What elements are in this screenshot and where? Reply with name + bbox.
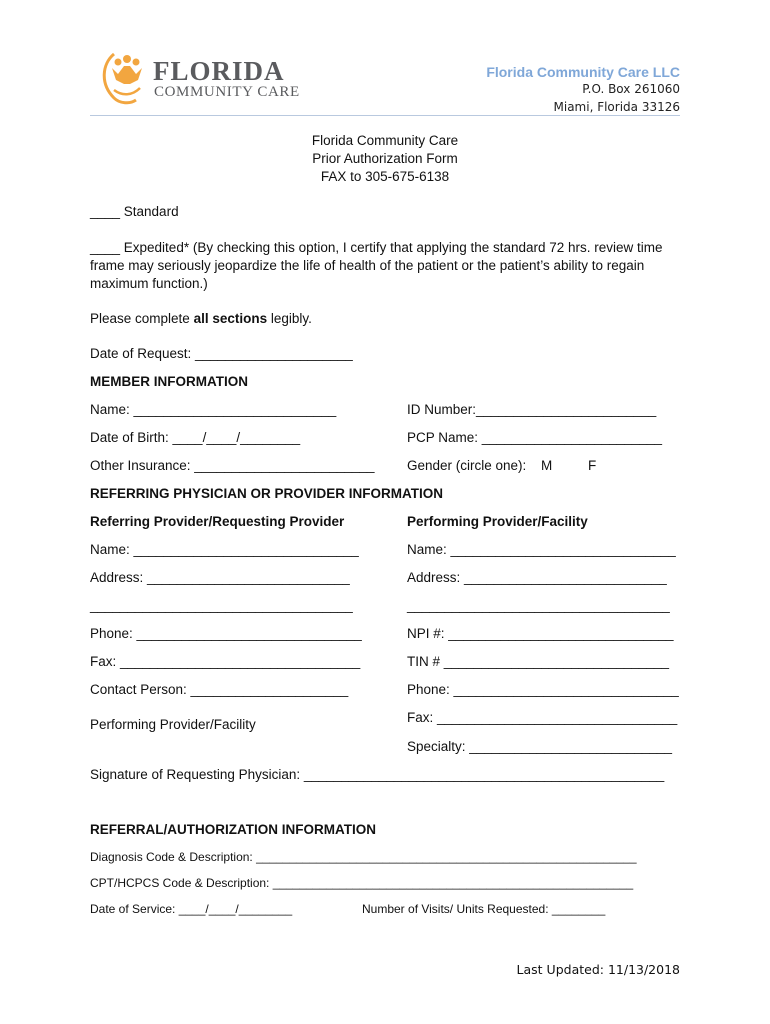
gender-male-option[interactable]: M — [541, 458, 553, 473]
address-line-1: P.O. Box 261060 — [582, 82, 680, 96]
logo-sub-text: COMMUNITY CARE — [154, 84, 300, 100]
performing-address-line-2[interactable]: ___________________________________ — [407, 598, 670, 613]
logo-main-text: FLORIDA — [153, 56, 285, 86]
date-of-service-field[interactable]: Date of Service: ____/____/________ — [90, 902, 293, 916]
referring-address-field[interactable]: Address: ___________________________ — [90, 570, 350, 585]
performing-phone-field[interactable]: Phone: ______________________________ — [407, 682, 679, 697]
cpt-field[interactable]: CPT/HCPCS Code & Description: ______________________________________________________ — [90, 876, 634, 890]
performing-provider-label: Performing Provider/Facility — [90, 717, 256, 732]
other-insurance-field[interactable]: Other Insurance: ________________________ — [90, 458, 375, 473]
organization-name: Florida Community Care LLC — [486, 64, 680, 80]
performing-name-field[interactable]: Name: ______________________________ — [407, 542, 676, 557]
header-divider — [90, 115, 680, 116]
member-info-heading: MEMBER INFORMATION — [90, 374, 248, 389]
standard-option[interactable]: ____ Standard — [90, 204, 179, 219]
contact-person-field[interactable]: Contact Person: _____________________ — [90, 682, 349, 697]
performing-fax-field[interactable]: Fax: ________________________________ — [407, 710, 678, 725]
member-name-field[interactable]: Name: ___________________________ — [90, 402, 337, 417]
expedited-option[interactable]: ____ Expedited* (By checking this option, I certify that applying the standard 72 hrs. review time frame may seriously jeopardize the life of health of the patient or the patient’s ability to regain maximum function.) — [90, 240, 663, 291]
instructions-prefix: Please complete — [90, 311, 194, 326]
npi-field[interactable]: NPI #: ______________________________ — [407, 626, 674, 641]
instructions-suffix: legibly. — [267, 311, 312, 326]
referring-fax-field[interactable]: Fax: ________________________________ — [90, 654, 361, 669]
performing-provider-subheading: Performing Provider/Facility — [407, 514, 588, 529]
company-logo — [100, 50, 300, 110]
address-line-2: Miami, Florida 33126 — [553, 100, 680, 114]
community-people-icon — [100, 50, 152, 106]
form-title-line-1: Florida Community Care — [311, 133, 459, 148]
instructions-bold: all sections — [193, 311, 268, 326]
member-dob-field[interactable]: Date of Birth: ____/____/________ — [90, 430, 301, 445]
referring-phone-field[interactable]: Phone: ______________________________ — [90, 626, 362, 641]
referring-address-line-2[interactable]: ___________________________________ — [90, 598, 353, 613]
authorization-heading: REFERRAL/AUTHORIZATION INFORMATION — [90, 822, 376, 837]
referring-heading: REFERRING PHYSICIAN OR PROVIDER INFORMATION — [90, 486, 444, 501]
referring-name-field[interactable]: Name: ______________________________ — [90, 542, 359, 557]
specialty-field[interactable]: Specialty: ___________________________ — [407, 739, 672, 754]
performing-address-field[interactable]: Address: ___________________________ — [407, 570, 667, 585]
instructions — [90, 311, 312, 326]
gender-female-option[interactable]: F — [588, 458, 597, 473]
member-id-field[interactable]: ID Number:________________________ — [407, 402, 657, 417]
diagnosis-field[interactable]: Diagnosis Code & Description: _________________________________________________________ — [90, 850, 637, 864]
last-updated: Last Updated: 11/13/2018 — [516, 962, 680, 977]
referring-provider-subheading: Referring Provider/Requesting Provider — [90, 514, 345, 529]
tin-field[interactable]: TIN # ______________________________ — [407, 654, 669, 669]
pcp-name-field[interactable]: PCP Name: ________________________ — [407, 430, 662, 445]
visits-requested-field[interactable]: Number of Visits/ Units Requested: ________ — [362, 902, 606, 916]
gender-label: Gender (circle one): — [407, 458, 527, 473]
form-title-line-2: Prior Authorization Form — [312, 151, 458, 166]
date-of-request-field[interactable]: Date of Request: _____________________ — [90, 346, 353, 361]
form-title-line-3: FAX to 305-675-6138 — [320, 169, 450, 184]
signature-field[interactable]: Signature of Requesting Physician: ________________________________________________ — [90, 767, 665, 782]
